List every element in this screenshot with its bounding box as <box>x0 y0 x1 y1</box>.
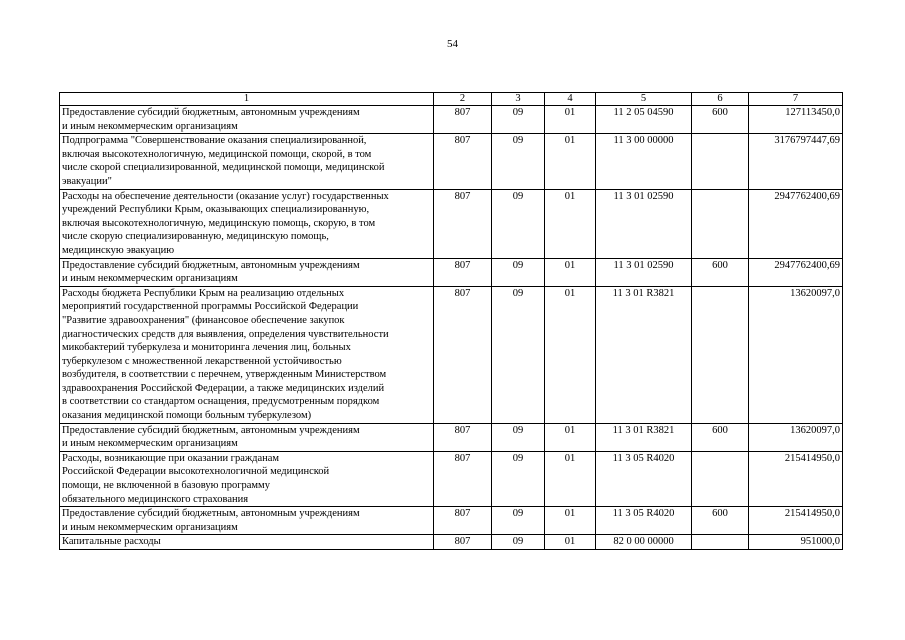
target-article-code: 82 0 00 00000 <box>596 535 692 550</box>
section-code: 09 <box>492 507 545 535</box>
expense-type-code <box>692 286 749 423</box>
budget-table <box>59 92 843 550</box>
row-name: Подпрограмма "Совершенствование оказания специализированной, включая высокотехнологичную, медицинской помощи, скорой, в том числе скорой специализированной, медицинской помощи, медицинской эвакуации" <box>60 134 434 189</box>
target-article-code: 11 3 01 02590 <box>596 189 692 258</box>
expense-type-code: 600 <box>692 258 749 286</box>
subsection-code: 01 <box>545 507 596 535</box>
row-name: Расходы на обеспечение деятельности (оказание услуг) государственных учреждений Республики Крым, оказывающих специализированную, включая высокотехнологичную, медицинскую помощь, скорую, в том числе скорую специализированную, медицинскую помощь, медицинскую эвакуацию <box>60 189 434 258</box>
amount: 13620097,0 <box>749 286 843 423</box>
row-name: Расходы, возникающие при оказании гражданам Российской Федерации высокотехнологичной медицинской помощи, не включенной в базовую программу обязательного медицинского страхования <box>60 451 434 506</box>
row-name: Предоставление субсидий бюджетным, автономным учреждениям и иным некоммерческим организациям <box>60 258 434 286</box>
target-article-code: 11 3 00 00000 <box>596 134 692 189</box>
section-code: 09 <box>492 258 545 286</box>
section-code: 09 <box>492 451 545 506</box>
expense-type-code <box>692 451 749 506</box>
expense-type-code <box>692 134 749 189</box>
amount: 951000,0 <box>749 535 843 550</box>
amount: 2947762400,69 <box>749 189 843 258</box>
ministry-code: 807 <box>434 189 492 258</box>
amount: 127113450,0 <box>749 106 843 134</box>
section-code: 09 <box>492 423 545 451</box>
table-row <box>60 258 843 286</box>
table-row <box>60 189 843 258</box>
amount: 215414950,0 <box>749 451 843 506</box>
table-row <box>60 106 843 134</box>
ministry-code: 807 <box>434 258 492 286</box>
row-name: Капитальные расходы <box>60 535 434 550</box>
expense-type-code: 600 <box>692 423 749 451</box>
expense-type-code: 600 <box>692 507 749 535</box>
header-cell: 2 <box>434 93 492 106</box>
section-code: 09 <box>492 134 545 189</box>
subsection-code: 01 <box>545 134 596 189</box>
expense-type-code: 600 <box>692 106 749 134</box>
target-article-code: 11 3 01 R3821 <box>596 286 692 423</box>
header-cell: 3 <box>492 93 545 106</box>
header-cell: 1 <box>60 93 434 106</box>
table-row <box>60 423 843 451</box>
header-row <box>60 93 843 106</box>
ministry-code: 807 <box>434 507 492 535</box>
table-row <box>60 507 843 535</box>
amount: 3176797447,69 <box>749 134 843 189</box>
subsection-code: 01 <box>545 189 596 258</box>
header-cell: 5 <box>596 93 692 106</box>
header-cell: 4 <box>545 93 596 106</box>
row-name: Предоставление субсидий бюджетным, автономным учреждениям и иным некоммерческим организациям <box>60 106 434 134</box>
row-name: Предоставление субсидий бюджетным, автономным учреждениям и иным некоммерческим организациям <box>60 423 434 451</box>
section-code: 09 <box>492 189 545 258</box>
page-number: 54 <box>447 38 458 50</box>
ministry-code: 807 <box>434 286 492 423</box>
expense-type-code <box>692 535 749 550</box>
table-row <box>60 134 843 189</box>
subsection-code: 01 <box>545 423 596 451</box>
target-article-code: 11 3 05 R4020 <box>596 507 692 535</box>
ministry-code: 807 <box>434 423 492 451</box>
target-article-code: 11 3 01 R3821 <box>596 423 692 451</box>
section-code: 09 <box>492 286 545 423</box>
amount: 13620097,0 <box>749 423 843 451</box>
expense-type-code <box>692 189 749 258</box>
amount: 2947762400,69 <box>749 258 843 286</box>
table-row <box>60 535 843 550</box>
target-article-code: 11 3 01 02590 <box>596 258 692 286</box>
ministry-code: 807 <box>434 451 492 506</box>
subsection-code: 01 <box>545 451 596 506</box>
header-cell: 7 <box>749 93 843 106</box>
header-cell: 6 <box>692 93 749 106</box>
ministry-code: 807 <box>434 134 492 189</box>
table-row <box>60 286 843 423</box>
subsection-code: 01 <box>545 535 596 550</box>
section-code: 09 <box>492 535 545 550</box>
row-name: Предоставление субсидий бюджетным, автономным учреждениям и иным некоммерческим организациям <box>60 507 434 535</box>
table-row <box>60 451 843 506</box>
target-article-code: 11 2 05 04590 <box>596 106 692 134</box>
subsection-code: 01 <box>545 258 596 286</box>
amount: 215414950,0 <box>749 507 843 535</box>
row-name: Расходы бюджета Республики Крым на реализацию отдельных мероприятий государственной программы Российской Федерации "Развитие здравоохранения" (финансовое обеспечение закупок диагностических средств для выявления, определения чувствительности микобактерий туберкулеза и мониторинга лечения лиц, больных туберкулезом с множественной лекарственной устойчивостью возбудителя, в соответствии с перечнем, утвержденным Министерством здравоохранения Российской Федерации, а также медицинских изделий в соответствии со стандартом оснащения, предусмотренным порядком оказания медицинской помощи больным туберкулезом) <box>60 286 434 423</box>
subsection-code: 01 <box>545 106 596 134</box>
section-code: 09 <box>492 106 545 134</box>
subsection-code: 01 <box>545 286 596 423</box>
ministry-code: 807 <box>434 535 492 550</box>
ministry-code: 807 <box>434 106 492 134</box>
target-article-code: 11 3 05 R4020 <box>596 451 692 506</box>
